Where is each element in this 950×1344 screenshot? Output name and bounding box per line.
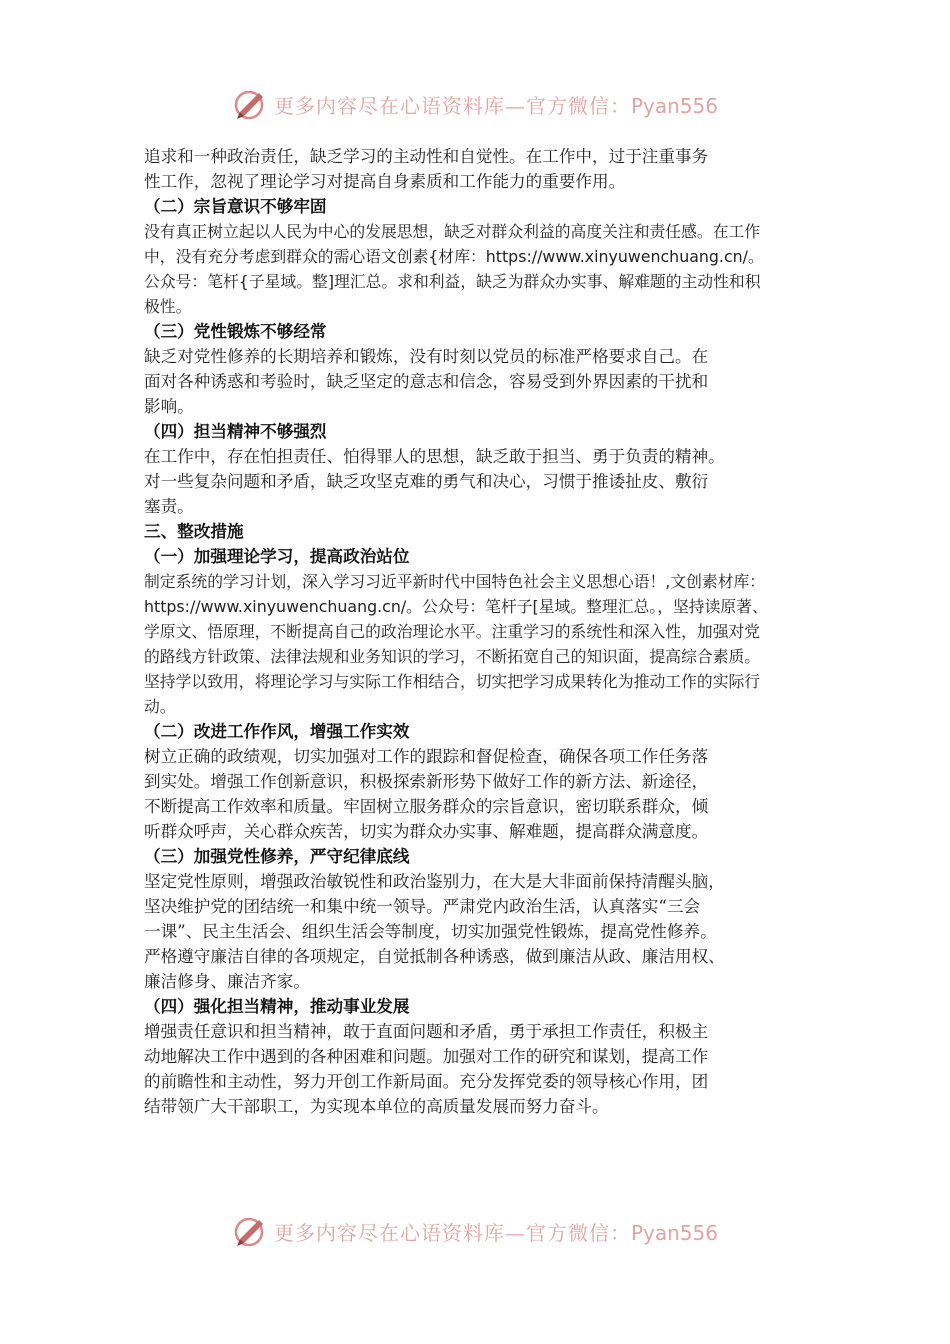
body-text-line: 的路线方针政策、法律法规和业务知识的学习，不断拓宽自己的知识面，提高综合素质。: [144, 647, 761, 666]
banner-text: 更多内容尽在心语资料库—官方微信：Pyan556: [273, 1220, 718, 1245]
body-text-line: 不断提高工作效率和质量。牢固树立服务群众的宗旨意识，密切联系群众，倾: [144, 797, 709, 816]
body-text-line: 的前瞻性和主动性，努力开创工作新局面。充分发挥党委的领导核心作用，团: [144, 1072, 709, 1091]
pen-logo-icon: [232, 86, 268, 122]
body-text-line: 严格遵守廉洁自律的各项规定，自觉抵制各种诱惑，做到廉洁从政、廉洁用权、: [144, 947, 725, 966]
body-text-line: 塞责。: [144, 497, 194, 516]
section-heading: 三、整改措施: [144, 522, 244, 541]
body-text-line: 动地解决工作中遇到的各种困难和问题。加强对工作的研究和谋划，提高工作: [144, 1047, 709, 1066]
body-text-line: 听群众呼声，关心群众疾苦，切实为群众办实事、解难题，提高群众满意度。: [144, 822, 709, 841]
body-text-line: 追求和一种政治责任，缺乏学习的主动性和自觉性。在工作中，过于注重事务: [144, 147, 709, 166]
body-text-line: 中，没有充分考虑到群众的需心语文创素{材库：https://www.xinyuwenchuang.cn/。: [144, 247, 764, 266]
body-text-line: 坚定党性原则，增强政治敏锐性和政治鉴别力，在大是大非面前保持清醒头脑，: [144, 872, 725, 891]
body-text-line: 公众号：笔杆{子星域。整]理汇总。求和利益，缺乏为群众办实事、解难题的主动性和积: [144, 272, 761, 291]
body-text-line: 对一些复杂问题和矛盾，缺乏攻坚克难的勇气和决心，习惯于推诿扯皮、敷衍: [144, 472, 709, 491]
document-body: [144, 144, 824, 1119]
body-text-line: 制定系统的学习计划，深入学习习近平新时代中国特色社会主义思想心语！,文创素材库：: [144, 572, 766, 591]
body-text-line: 面对各种诱惑和考验时，缺乏坚定的意志和信念，容易受到外界因素的干扰和: [144, 372, 709, 391]
banner-wechat-id: Pyan556: [630, 93, 718, 118]
section-heading: （一）加强理论学习，提高政治站位: [144, 547, 410, 566]
body-text-line: https://www.xinyuwenchuang.cn/。公众号：笔杆子[星域。整理汇总。，坚持读原著、: [144, 597, 768, 616]
pen-logo-icon: [232, 1213, 268, 1249]
section-heading: （三）党性锻炼不够经常: [144, 322, 327, 341]
banner-text: 更多内容尽在心语资料库—官方微信：Pyan556: [273, 93, 718, 118]
banner-wechat-id: Pyan556: [630, 1220, 718, 1245]
section-heading: （四）强化担当精神，推动事业发展: [144, 997, 410, 1016]
body-text-line: 一课”、民主生活会、组织生活会等制度，切实加强党性锻炼，提高党性修养。: [144, 922, 717, 941]
body-text-line: 坚决维护党的团结统一和集中统一领导。严肃党内政治生活，认真落实“三会: [144, 897, 701, 916]
body-text-line: 增强责任意识和担当精神，敢于直面问题和矛盾，勇于承担工作责任，积极主: [144, 1022, 709, 1041]
footer-banner: [0, 1209, 950, 1253]
section-heading: （三）加强党性修养，严守纪律底线: [144, 847, 410, 866]
section-heading: （二）宗旨意识不够牢固: [144, 197, 327, 216]
body-text-line: 廉洁修身、廉洁齐家。: [144, 972, 310, 991]
section-heading: （四）担当精神不够强烈: [144, 422, 327, 441]
body-text-line: 影响。: [144, 397, 194, 416]
body-text-line: 动。: [144, 697, 176, 716]
body-text-line: 学原文、悟原理，不断提高自己的政治理论水平。注重学习的系统性和深入性，加强对党: [144, 622, 761, 641]
body-text-line: 性工作，忽视了理论学习对提高自身素质和工作能力的重要作用。: [144, 172, 626, 191]
body-text-line: 没有真正树立起以人民为中心的发展思想，缺乏对群众利益的高度关注和责任感。在工作: [144, 222, 761, 241]
header-banner: [0, 82, 950, 126]
body-text-line: 树立正确的政绩观，切实加强对工作的跟踪和督促检查，确保各项工作任务落: [144, 747, 709, 766]
body-text-line: 坚持学以致用，将理论学习与实际工作相结合，切实把学习成果转化为推动工作的实际行: [144, 672, 761, 691]
body-text-line: 在工作中，存在怕担责任、怕得罪人的思想，缺乏敢于担当、勇于负责的精神。: [144, 447, 725, 466]
section-heading: （二）改进工作作风，增强工作实效: [144, 722, 410, 741]
body-text-line: 结带领广大干部职工，为实现本单位的高质量发展而努力奋斗。: [144, 1097, 609, 1116]
body-text-line: 到实处。增强工作创新意识，积极探索新形势下做好工作的新方法、新途径，: [144, 772, 709, 791]
body-text-line: 缺乏对党性修养的长期培养和锻炼，没有时刻以党员的标准严格要求自己。在: [144, 347, 709, 366]
body-text-line: 极性。: [144, 297, 192, 316]
